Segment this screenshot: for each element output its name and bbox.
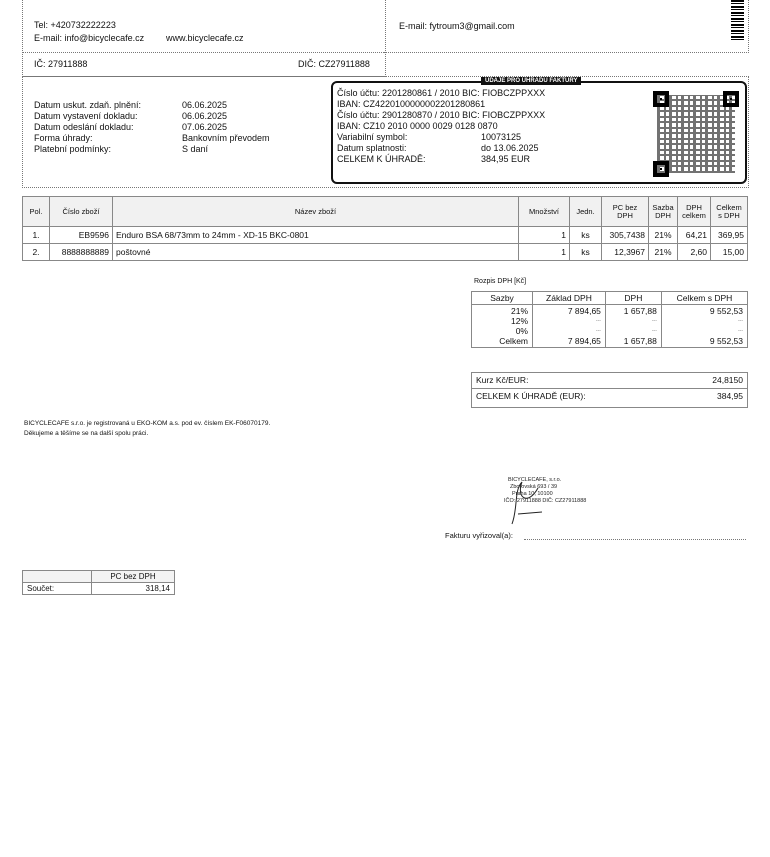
vat-caption: Rozpis DPH [Kč] <box>474 278 527 285</box>
thanks-note: Děkujeme a těšíme se na další spolu práci. <box>24 430 149 437</box>
date-row: Platební podmínky: S daní <box>34 144 209 154</box>
sum-table: PC bez DPH Součet: 318,14 <box>22 570 175 595</box>
date-row: Datum uskut. zdaň. plnění: 06.06.2025 <box>34 100 228 110</box>
table-row: 2. 8888888889 poštovné 1 ks 12,3967 21% 2,60 15,00 <box>23 244 748 261</box>
date-row: Datum odeslání dokladu: 07.06.2025 <box>34 122 228 132</box>
items-table <box>22 196 748 261</box>
customer-email: E-mail: fytroum3@gmail.com <box>399 21 515 31</box>
issued-by-label: Fakturu vyřizoval(a): <box>445 531 513 540</box>
vat-table: Sazby Základ DPH DPH Celkem s DPH 21% 12% 0% Celkem 7 894,65 --- --- 7 894,65 1 657,88 --- --- 1 657,88 9 552,53 --- --- 9 552,53 <box>471 291 748 348</box>
payment-lines: Číslo účtu: 2201280861 / 2010 BIC: FIOBCZPPXXX IBAN: CZ4220100000002201280861 Číslo účtu: 2901280870 / 2010 BIC: FIOBCZPPXXX IBAN: CZ10 2010 0000 0029 0128 0870 Variabilní symbol: 10073125 Datum splatnosti: do 13.06.2025 CELKEM K ÚHRADĚ: 384,95 EUR <box>337 88 546 164</box>
signature-icon <box>508 478 548 528</box>
barcode-icon <box>731 0 744 40</box>
date-row: Datum vystavení dokladu: 06.06.2025 <box>34 111 228 121</box>
date-row: Forma úhrady: Bankovním převodem <box>34 133 270 143</box>
company-stamp: BICYCLECAFE, s.r.o. Zborovská 693 / 39 Praha 10, 10100 IČO: 27911888 DIČ: CZ27911888 <box>504 477 587 504</box>
items-header-row: Pol. Číslo zboží Název zboží Množství Jedn. PC bez DPH Sazba DPH DPH celkem Celkem s DPH <box>23 197 748 227</box>
supplier-tel: Tel: +420732222223 <box>34 20 116 30</box>
supplier-ic: IČ: 27911888 <box>34 59 88 69</box>
table-row: 1. EB9596 Enduro BSA 68/73mm to 24mm - XD-15 BKC-0801 1 ks 305,7438 21% 64,21 369,95 <box>23 227 748 244</box>
table-row: Součet: 318,14 <box>23 583 175 595</box>
signature-line <box>524 539 746 540</box>
date-list <box>34 100 270 155</box>
payment-heading: ÚDAJE PRO ÚHRADU FAKTURY <box>481 77 581 85</box>
registration-note: BICYCLECAFE s.r.o. je registrovaná u EKO-KOM a.s. pod ev. číslem EK-F06070179. <box>24 420 271 427</box>
supplier-dic: DIČ: CZ27911888 <box>298 59 370 69</box>
supplier-web: www.bicyclecafe.cz <box>166 33 244 43</box>
table-row: 21% 12% 0% Celkem 7 894,65 --- --- 7 894,65 1 657,88 --- --- 1 657,88 9 552,53 --- --- 9 552,53 <box>472 305 748 348</box>
qr-code-icon <box>653 91 739 177</box>
exchange-box: Kurz Kč/EUR: 24,8150 CELKEM K ÚHRADĚ (EUR): 384,95 <box>471 372 748 408</box>
supplier-email: E-mail: info@bicyclecafe.cz <box>34 33 145 43</box>
